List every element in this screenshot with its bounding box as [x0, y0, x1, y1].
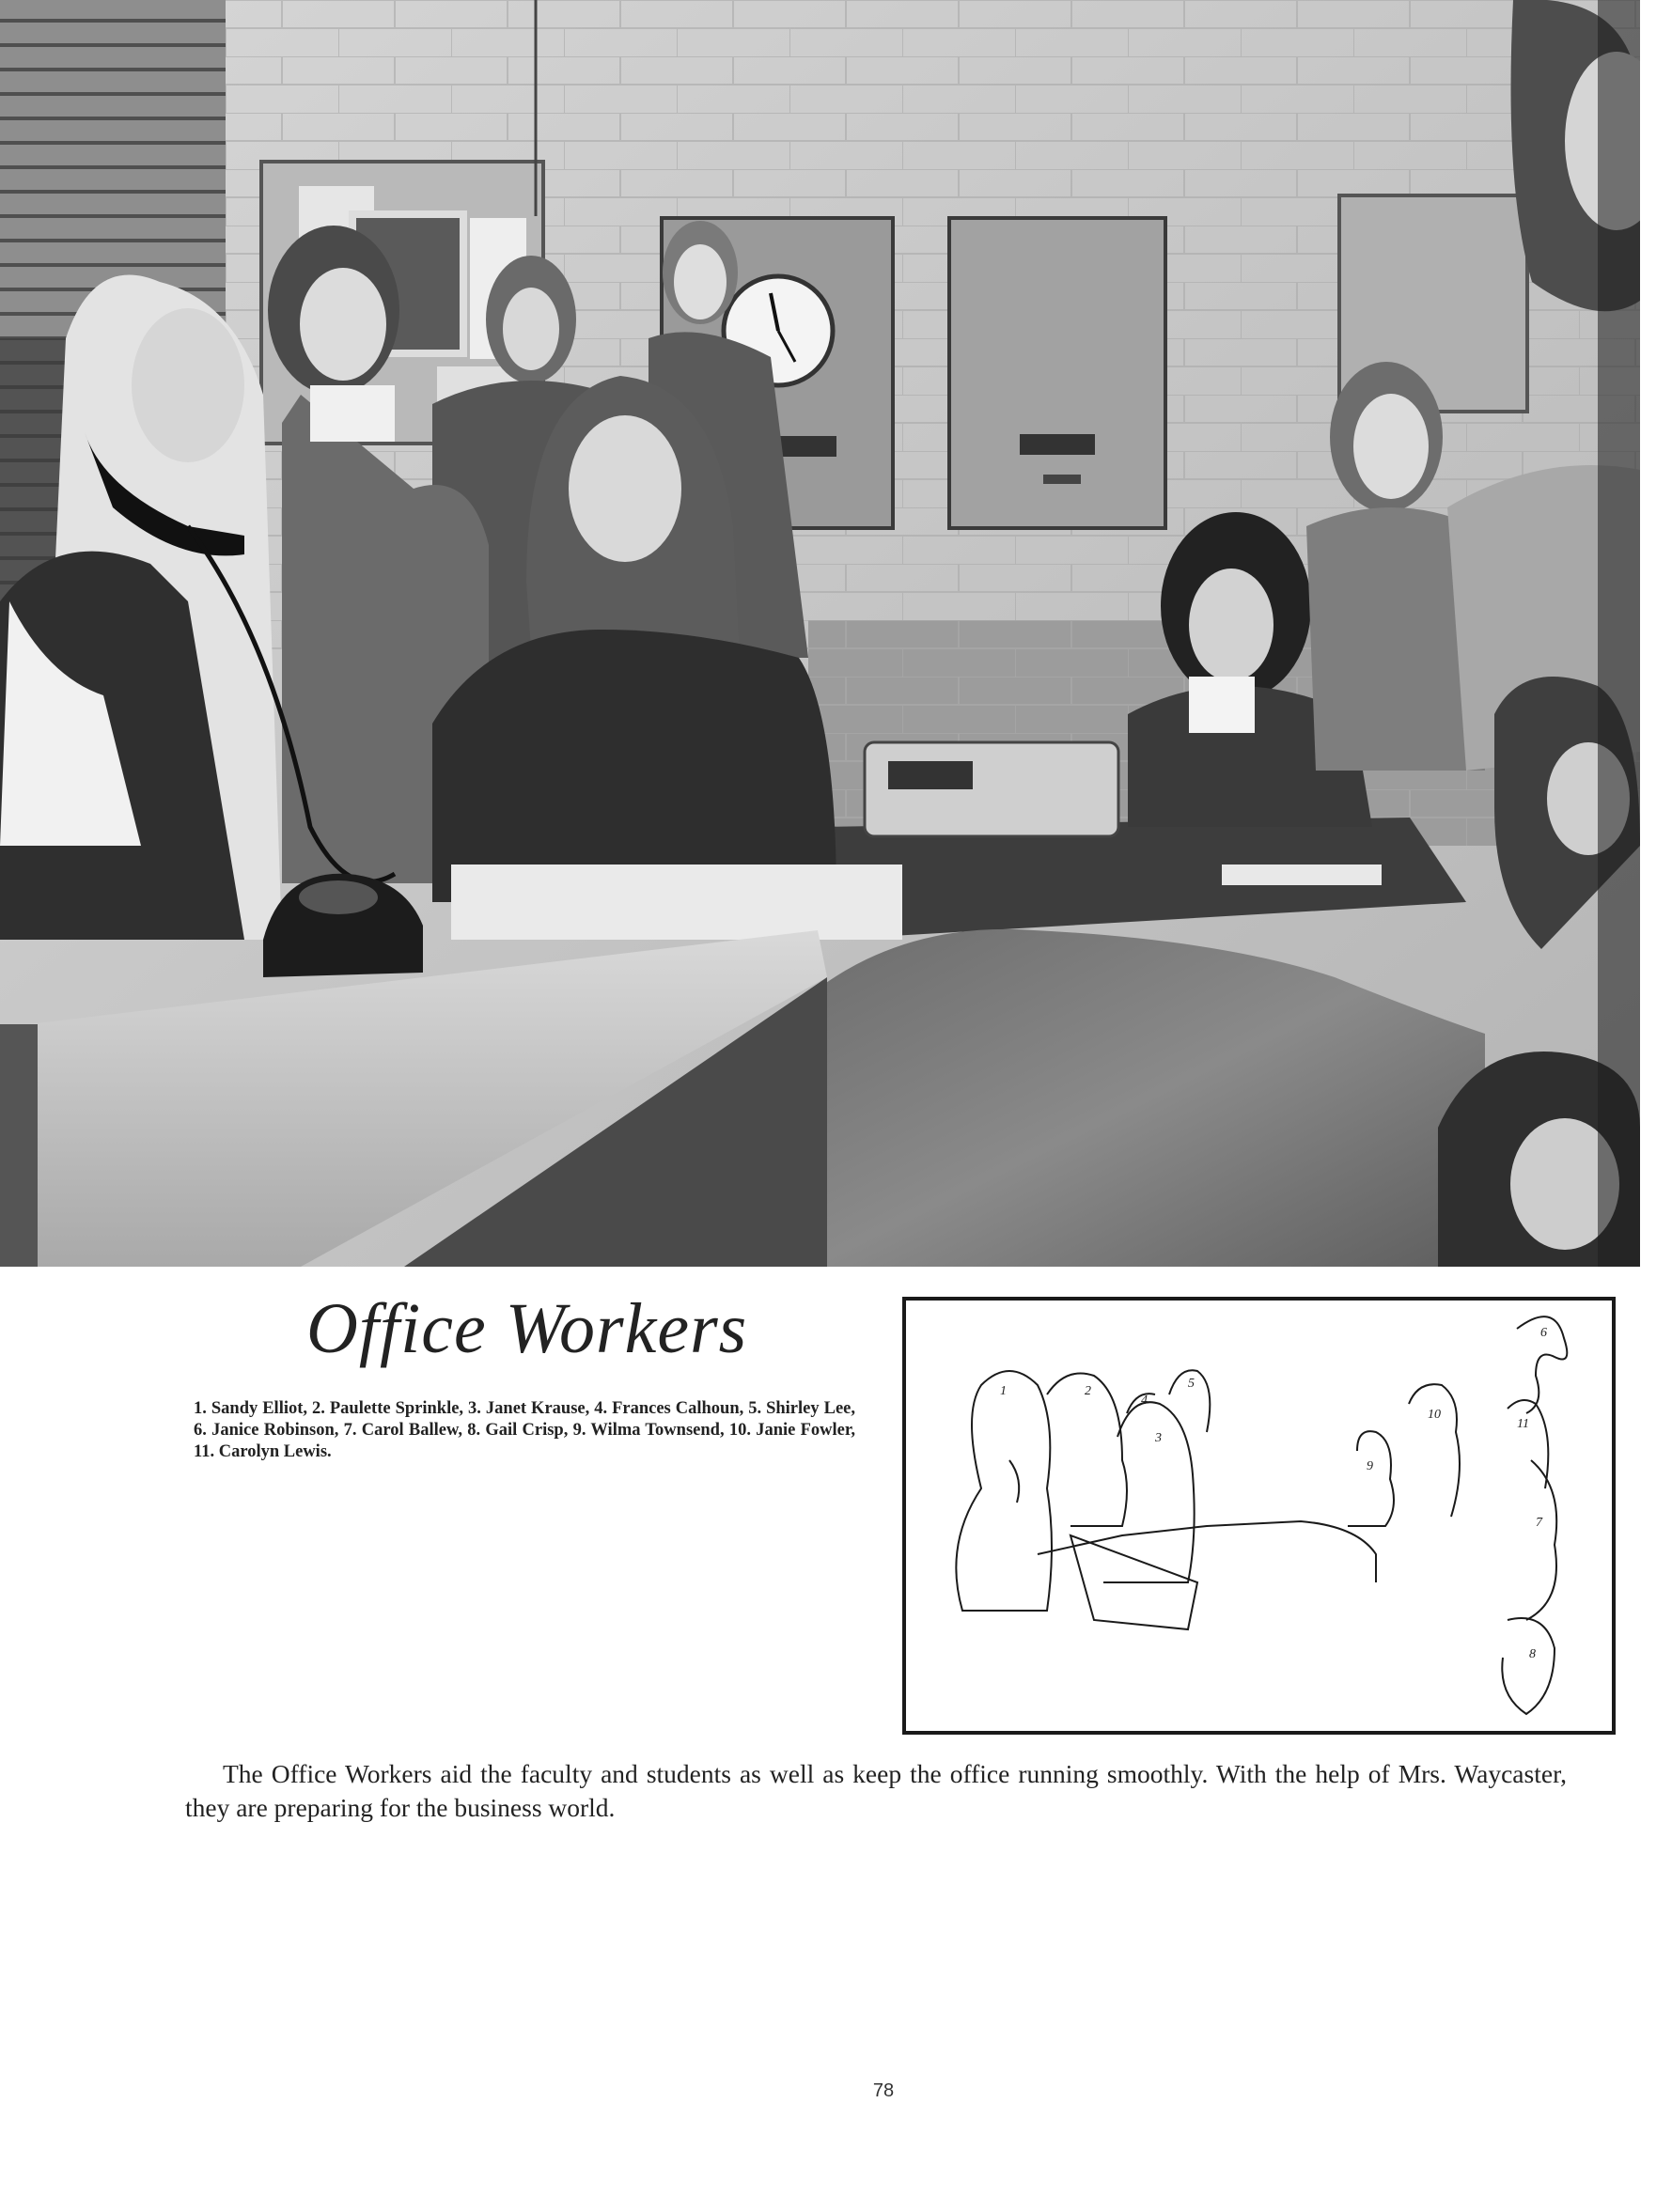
- key-number-8: 8: [1529, 1647, 1536, 1661]
- key-number-2: 2: [1085, 1384, 1091, 1398]
- page-title: Office Workers: [306, 1289, 748, 1368]
- key-number-1: 1: [1000, 1384, 1007, 1398]
- page-number: 78: [872, 2080, 895, 2101]
- key-number-6: 6: [1540, 1326, 1547, 1340]
- identification-key-diagram: [902, 1297, 1616, 1735]
- key-number-9: 9: [1367, 1459, 1373, 1473]
- key-number-4: 4: [1141, 1394, 1148, 1408]
- key-outline-drawing: [906, 1301, 1612, 1731]
- key-number-3: 3: [1155, 1431, 1162, 1445]
- key-number-10: 10: [1428, 1408, 1441, 1422]
- caption-paragraph: The Office Workers aid the faculty and students as well as keep the office running smoothly. With the help of Mrs. Waycaster, they are preparing for the business world.: [185, 1759, 1567, 1822]
- key-number-5: 5: [1188, 1377, 1195, 1391]
- key-number-11: 11: [1517, 1417, 1529, 1431]
- key-number-7: 7: [1536, 1516, 1542, 1530]
- names-list: 1. Sandy Elliot, 2. Paulette Sprinkle, 3. Janet Krause, 4. Frances Calhoun, 5. Shirley Lee, 6. Janice Robinson, 7. Carol Ballew, 8. Gail Crisp, 9. Wilma Townsend, 10. Janie Fowler, 11. Carolyn Lewis.: [194, 1399, 855, 1461]
